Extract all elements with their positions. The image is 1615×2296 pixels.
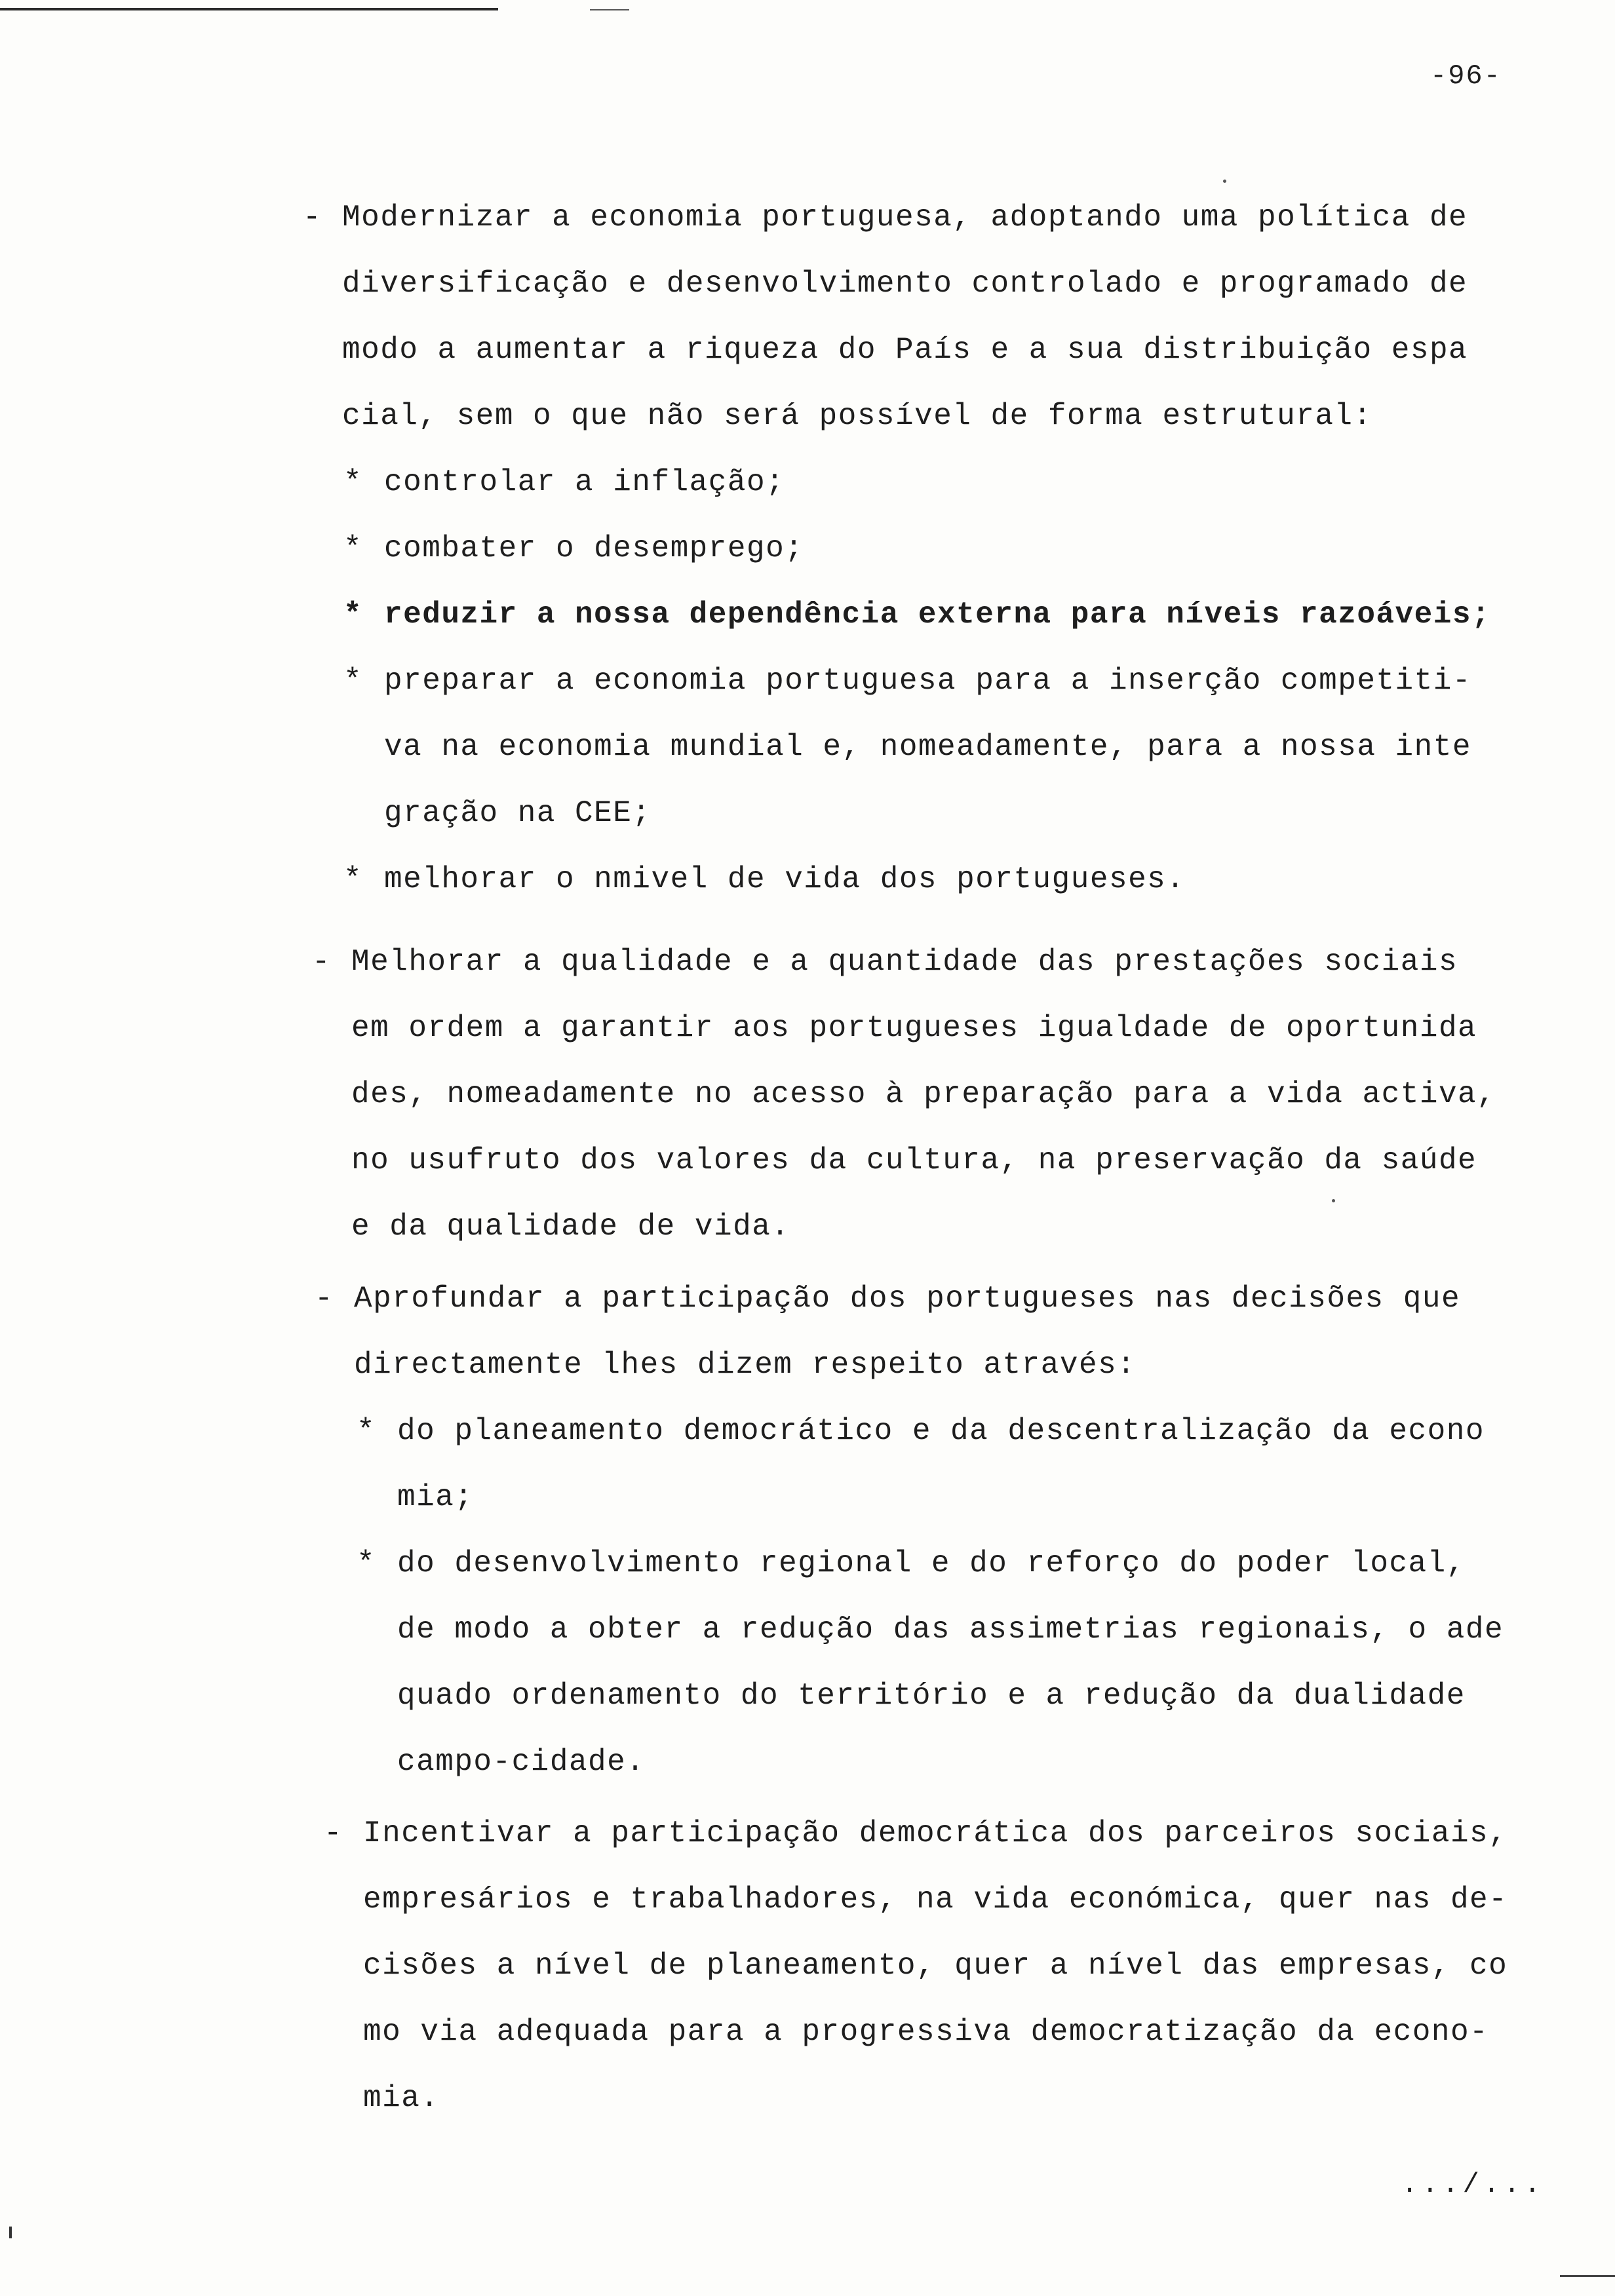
- section-line: [324, 1867, 1508, 1933]
- top-rule: [0, 8, 498, 10]
- list-item-text: melhorar o nmivel de vida dos portugueses.: [384, 862, 1186, 896]
- list-item: [343, 847, 1490, 913]
- section-text: des, nomeadamente no acesso à preparação para a vida activa,: [351, 1077, 1496, 1111]
- section-line: [324, 1801, 1508, 1867]
- list-item-continuation: [343, 714, 1490, 780]
- page-number: -96-: [1430, 60, 1502, 92]
- section-text: Incentivar a participação democrática dos parceiros sociais,: [363, 1816, 1508, 1850]
- section-line: [303, 185, 1468, 251]
- section-line: [324, 1999, 1508, 2065]
- section-line: [303, 251, 1468, 317]
- list-bullet: *: [343, 598, 363, 632]
- list-item-continuation: [343, 780, 1490, 847]
- section-line: [312, 1062, 1496, 1128]
- section-line: [303, 317, 1468, 383]
- list-item-text: preparar a economia portuguesa para a inserção competiti-: [384, 664, 1471, 698]
- section-text: e da qualidade de vida.: [351, 1210, 790, 1244]
- section-line: [312, 929, 1496, 995]
- section-line: [324, 2065, 1508, 2132]
- section-line: [315, 1266, 1460, 1332]
- list-item-text: reduzir a nossa dependência externa para níveis razoáveis;: [384, 598, 1491, 632]
- section-melhorar: [312, 929, 1496, 1260]
- scan-speck: [1223, 180, 1226, 183]
- section-text: cial, sem o que não será possível de forma estrutural:: [342, 399, 1372, 433]
- section-text: Melhorar a qualidade e a quantidade das prestações sociais: [351, 945, 1458, 979]
- section-bullet: -: [324, 1816, 343, 1850]
- list-item: [343, 582, 1490, 648]
- list-bullet: *: [357, 1546, 376, 1580]
- section-line: [324, 1933, 1508, 1999]
- list-item-text: campo-cidade.: [397, 1745, 646, 1779]
- margin-mark: [9, 2227, 12, 2238]
- list-bullet: *: [357, 1414, 376, 1448]
- section-text: Aprofundar a participação dos portugueses nas decisões que: [354, 1282, 1461, 1316]
- section-modernizar: [303, 185, 1468, 450]
- list-item: [357, 1531, 1504, 1597]
- list-bullet: *: [343, 531, 363, 565]
- section-text: empresários e trabalhadores, na vida económica, quer nas de-: [363, 1883, 1508, 1917]
- list-bullet: *: [343, 862, 363, 896]
- list-item-text: do desenvolvimento regional e do reforço do poder local,: [397, 1546, 1466, 1580]
- section-text: Modernizar a economia portuguesa, adoptando uma política de: [342, 201, 1468, 235]
- section-line: [315, 1332, 1460, 1398]
- section-bullet: -: [312, 945, 332, 979]
- list-item-text: quado ordenamento do território e a redução da dualidade: [397, 1679, 1466, 1713]
- list-item-text: do planeamento democrático e da descentralização da econo: [397, 1414, 1485, 1448]
- scan-speck: [1332, 1199, 1335, 1202]
- list-item: [343, 648, 1490, 714]
- list-item-continuation: [357, 1663, 1504, 1729]
- list-item-continuation: [357, 1729, 1504, 1795]
- section-line: [312, 995, 1496, 1062]
- list-item: [343, 516, 1490, 582]
- continuation-mark: .../...: [1401, 2169, 1545, 2200]
- list-item-continuation: [357, 1464, 1504, 1531]
- section-aprofundar: [315, 1266, 1460, 1398]
- top-rule-fragment: [590, 9, 629, 10]
- list-item: [357, 1398, 1504, 1464]
- section-line: [312, 1194, 1496, 1260]
- list-item-text: gração na CEE;: [384, 796, 652, 830]
- list-item-text: mia;: [397, 1480, 474, 1514]
- section-text: no usufruto dos valores da cultura, na preservação da saúde: [351, 1143, 1477, 1177]
- list-item-continuation: [357, 1597, 1504, 1663]
- list-item-text: combater o desemprego;: [384, 531, 804, 565]
- section-text: directamente lhes dizem respeito através:: [354, 1348, 1137, 1382]
- section-aprofundar-items: [357, 1398, 1504, 1795]
- section-modernizar-items: [343, 450, 1490, 913]
- section-text: diversificação e desenvolvimento controlado e programado de: [342, 267, 1468, 301]
- section-text: cisões a nível de planeamento, quer a nível das empresas, co: [363, 1949, 1508, 1983]
- list-item-text: controlar a inflação;: [384, 465, 785, 499]
- list-item: [343, 450, 1490, 516]
- section-text: em ordem a garantir aos portugueses igualdade de oportunida: [351, 1011, 1477, 1045]
- list-item-text: de modo a obter a redução das assimetrias regionais, o ade: [397, 1613, 1504, 1647]
- section-text: mo via adequada para a progressiva democratização da econo-: [363, 2015, 1489, 2049]
- section-line: [303, 383, 1468, 450]
- list-item-text: va na economia mundial e, nomeadamente, para a nossa inte: [384, 730, 1471, 764]
- section-incentivar: [324, 1801, 1508, 2132]
- section-bullet: -: [303, 201, 322, 235]
- section-bullet: -: [315, 1282, 334, 1316]
- section-text: mia.: [363, 2081, 440, 2115]
- section-line: [312, 1128, 1496, 1194]
- list-bullet: *: [343, 664, 363, 698]
- list-bullet: *: [343, 465, 363, 499]
- corner-mark: [1560, 2275, 1615, 2277]
- section-text: modo a aumentar a riqueza do País e a sua distribuição espa: [342, 333, 1468, 367]
